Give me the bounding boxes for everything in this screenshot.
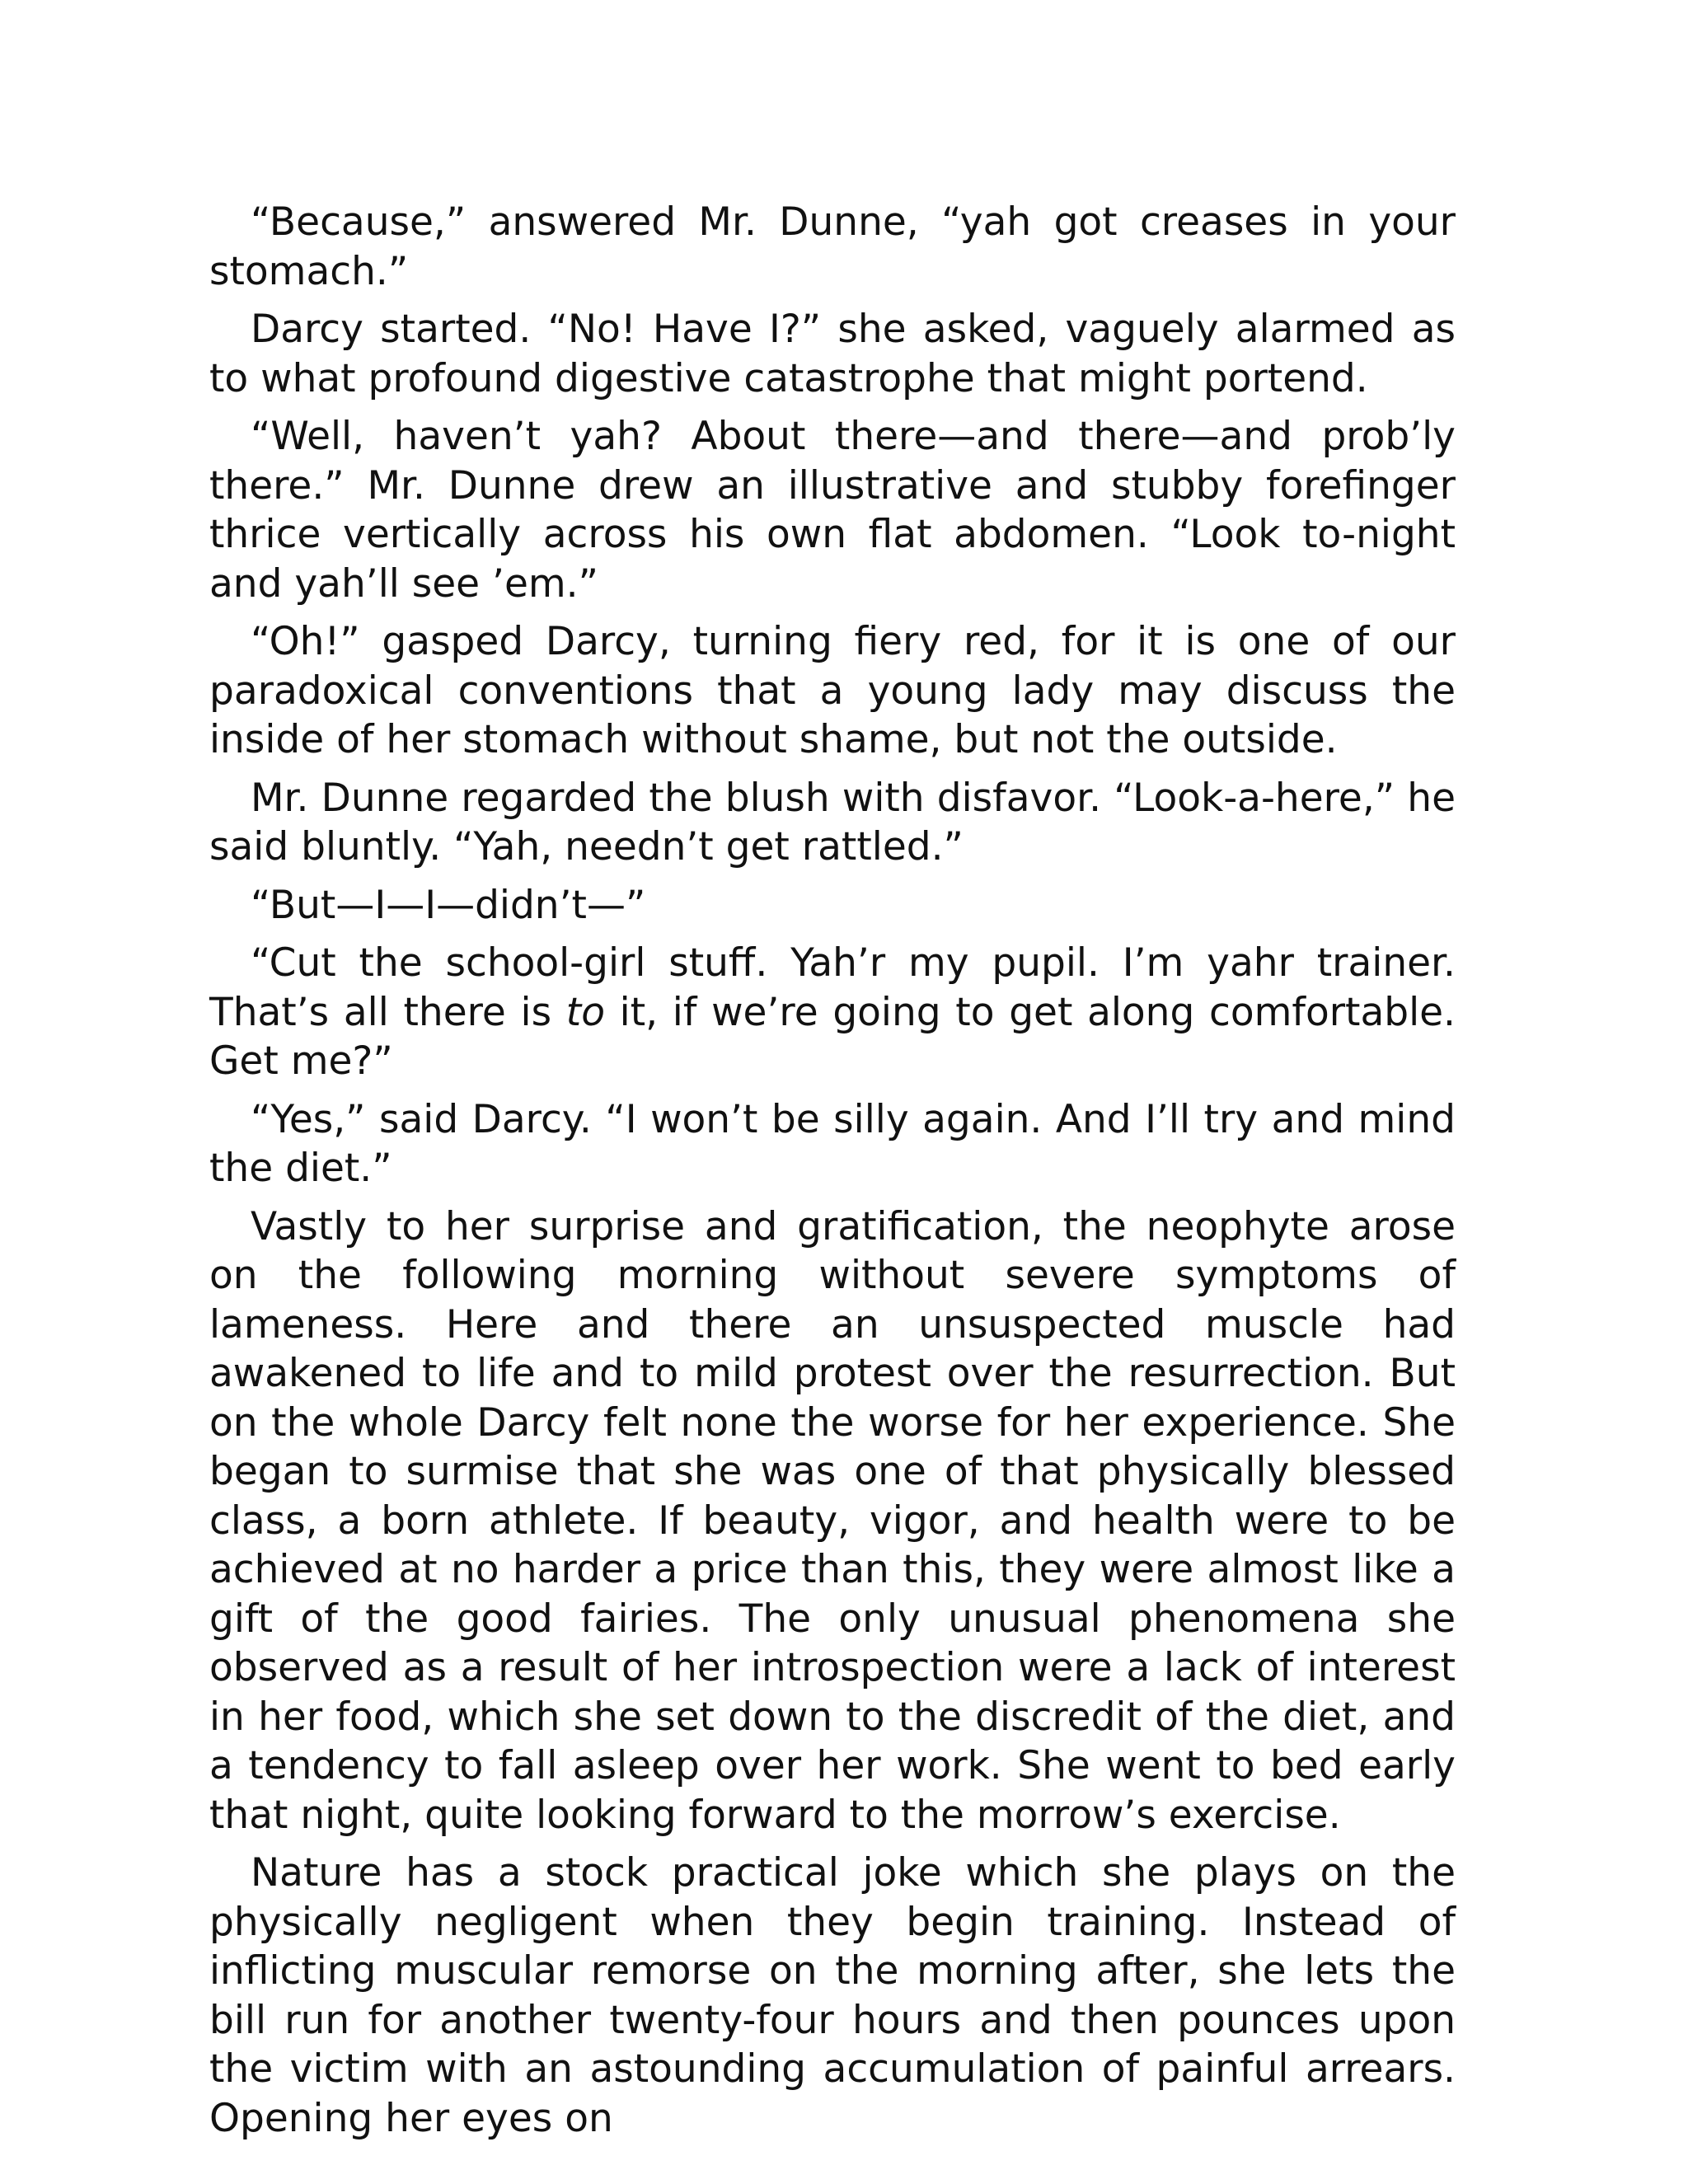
paragraph-text-before-italic: “Cut the school-girl stuff. Yah’r my pupil. I’m yahr trainer. That’s all there is	[209, 940, 1456, 1035]
paragraph: “Because,” answered Mr. Dunne, “yah got creases in your stomach.”	[209, 199, 1456, 294]
paragraph: Mr. Dunne regarded the blush with disfavor. “Look-a-here,” he said bluntly. “Yah, needn’t get rattled.”	[209, 775, 1456, 869]
paragraph: Darcy started. “No! Have I?” she asked, vaguely alarmed as to what profound digestive catastrophe that might portend.	[209, 307, 1456, 401]
paragraph: “Oh!” gasped Darcy, turning fiery red, for it is one of our paradoxical conventions that a young lady may discuss the inside of her stomach without shame, but not the outside.	[209, 619, 1456, 762]
paragraph-text-after-italic: it, if we’re going to get along comfortable. Get me?”	[209, 989, 1456, 1084]
italic-word: to	[565, 989, 605, 1035]
paragraph	[209, 939, 1456, 1086]
paragraph-continued: Nature has a stock practical joke which she plays on the physically negligent when they begin training. Instead of inflicting muscular remorse on the morning after, she lets the bill run for another twenty-four hours and then pounces upon the victim with an astounding accumulation of painful arrears. Opening her eyes on	[209, 1850, 1456, 2141]
paragraph: “Well, haven’t yah? About there—and there—and prob’ly there.” Mr. Dunne drew an illustrative and stubby forefinger thrice vertically across his own flat abdomen. “Look to-night and yah’ll see ’em.”	[209, 414, 1456, 607]
body-text	[209, 198, 1456, 2152]
paragraph: “But—I—I—didn’t—”	[251, 882, 646, 928]
paragraph: “Yes,” said Darcy. “I won’t be silly again. And I’ll try and mind the diet.”	[209, 1096, 1456, 1191]
paragraph: Vastly to her surprise and gratification, the neophyte arose on the following morning without severe symptoms of lameness. Here and there an unsuspected muscle had awakened to life and to mild protest over the resurrection. But on the whole Darcy felt none the worse for her experience. She began to surmise that she was one of that physically blessed class, a born athlete. If beauty, vigor, and health were to be achieved at no harder a price than this, they were almost like a gift of the good fairies. The only unusual phenomena she observed as a result of her introspection were a lack of interest in her food, which she set down to the discredit of the diet, and a tendency to fall asleep over her work. She went to bed early that night, quite looking forward to the morrow’s exercise.	[209, 1203, 1456, 1838]
